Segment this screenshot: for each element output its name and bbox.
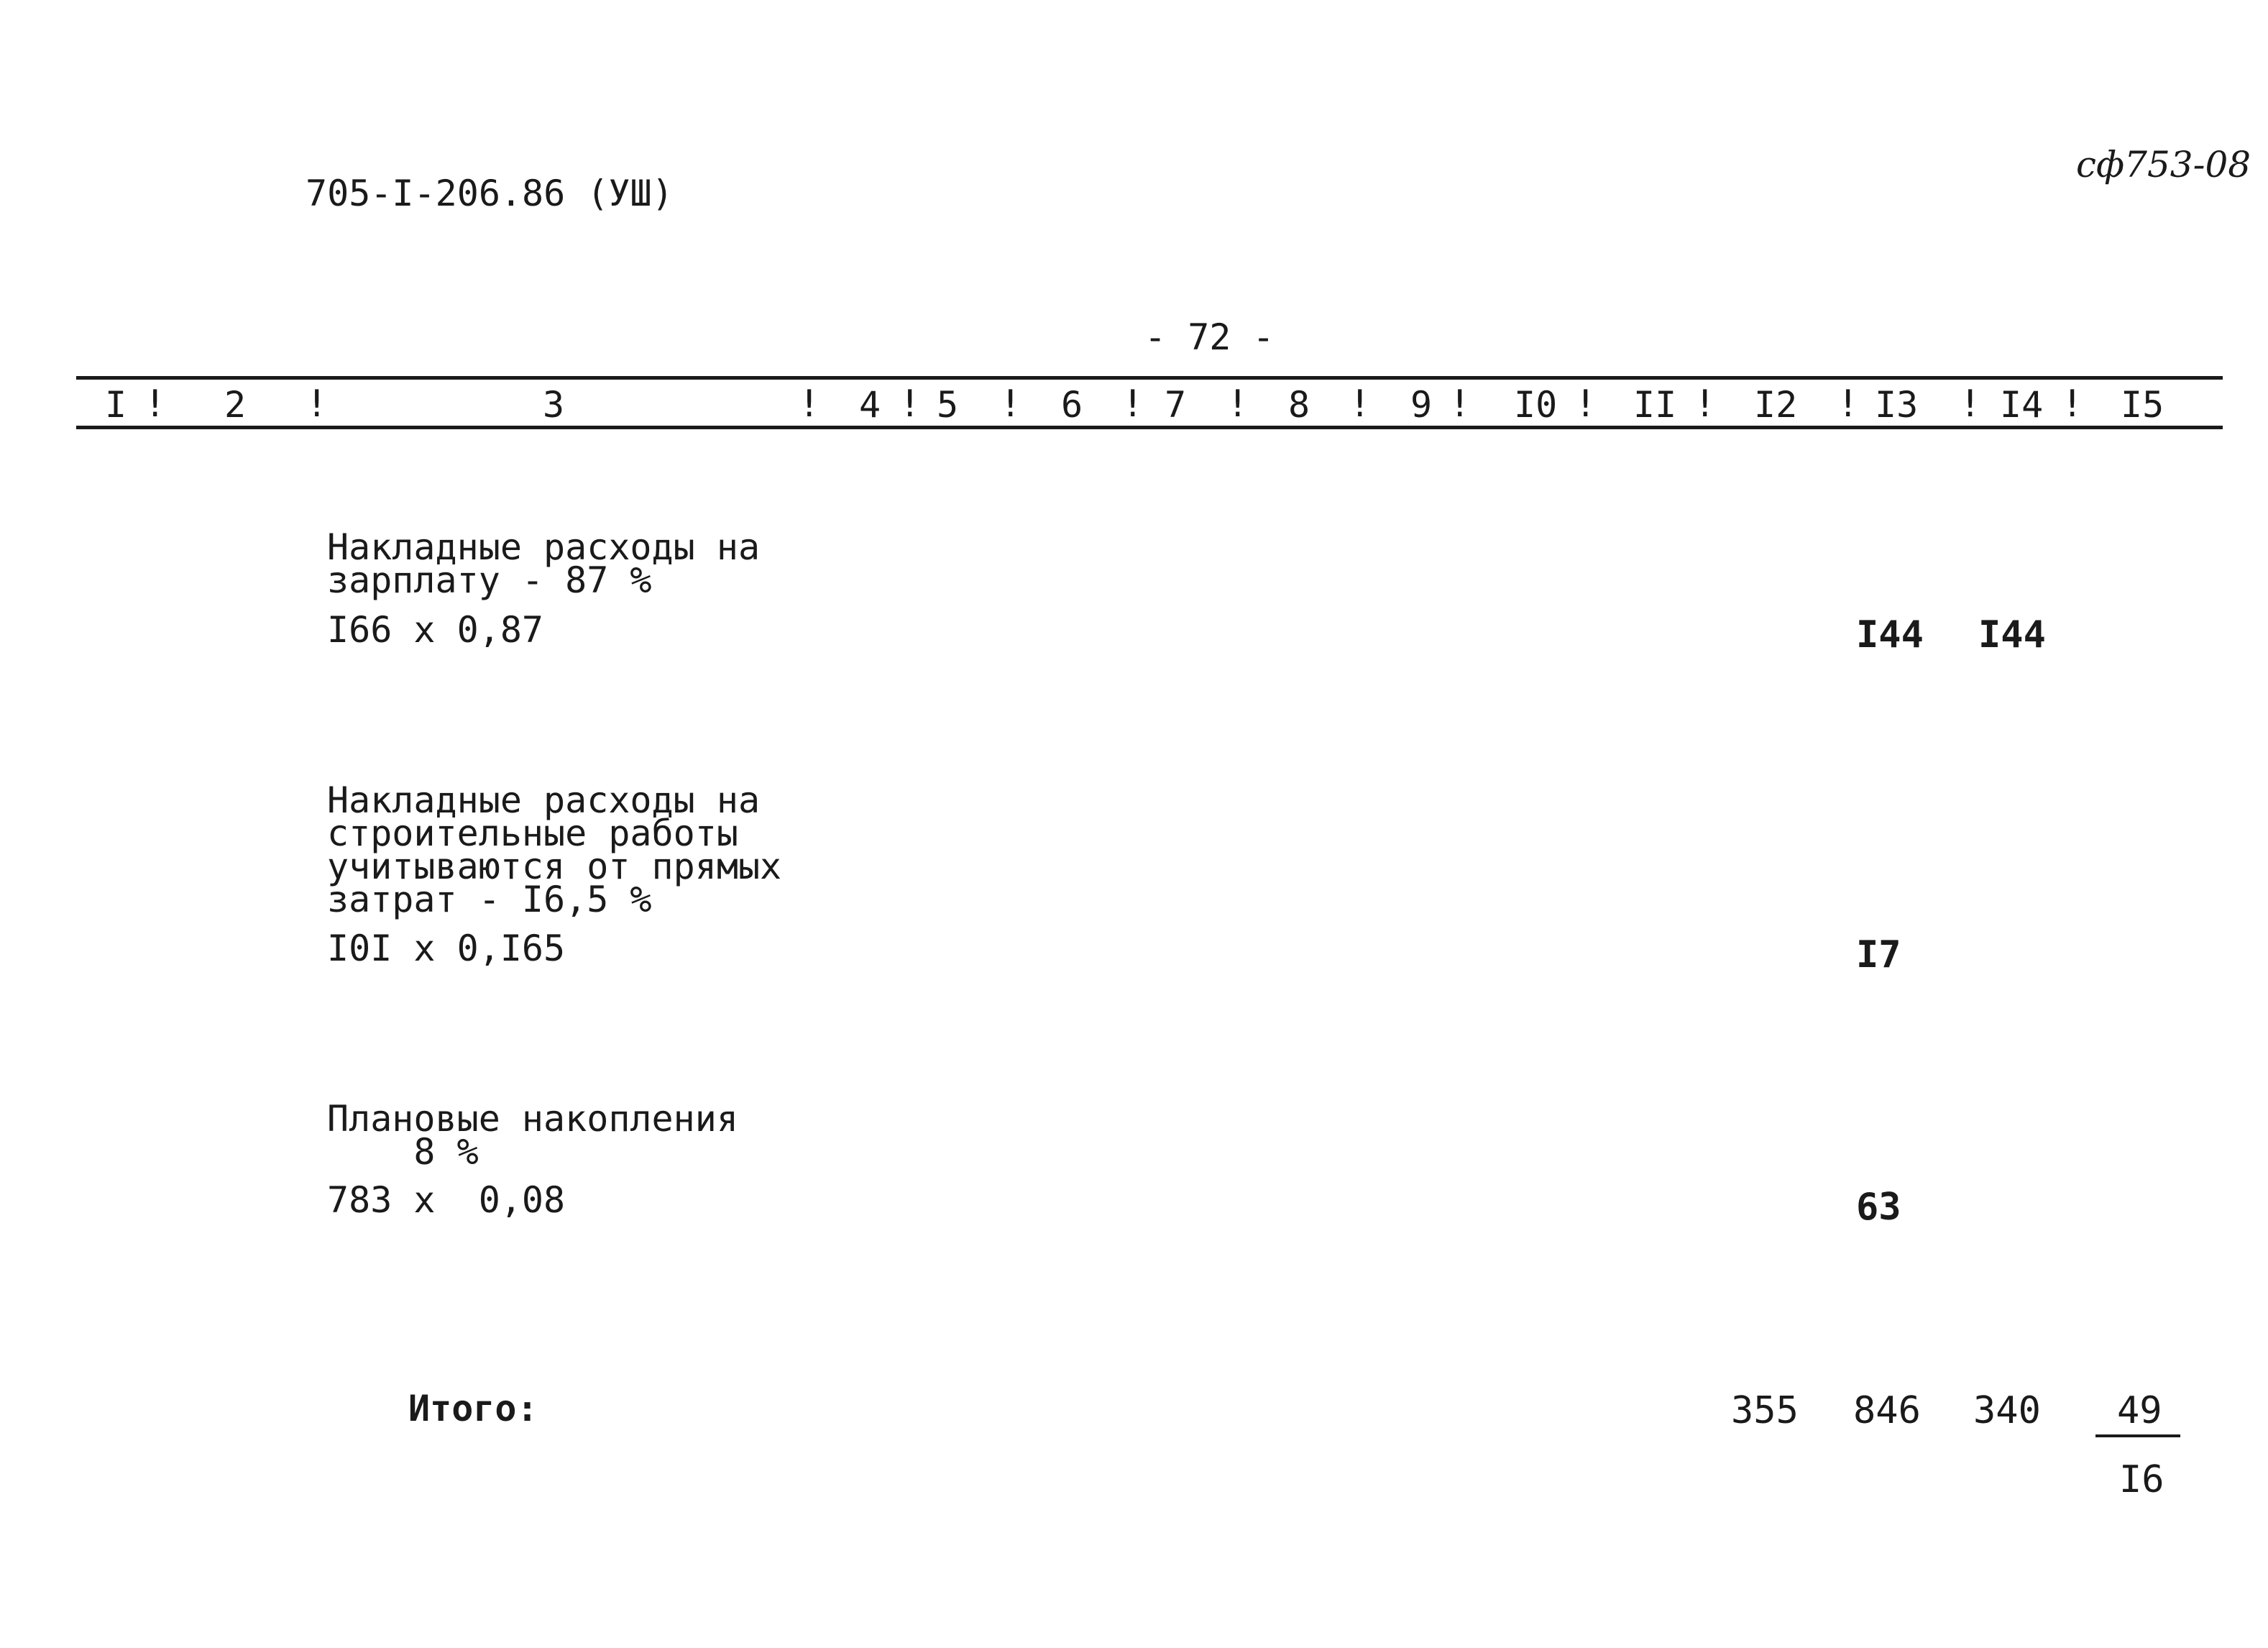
total-col15-fraction-bar	[2095, 1434, 2180, 1437]
column-separator: !	[1449, 383, 1472, 426]
column-header-6: 6	[1061, 384, 1083, 426]
column-separator: !	[144, 383, 167, 426]
column-separator: !	[1226, 383, 1249, 426]
total-col13-value: 846	[1853, 1389, 1921, 1432]
total-col15-numerator: 49	[2117, 1389, 2162, 1432]
page-number: - 72 -	[1144, 316, 1275, 358]
column-separator: !	[1349, 383, 1372, 426]
column-header-2: 2	[224, 384, 247, 426]
row-2-description: Накладные расходы на строительные работы учитываются от прямых затрат - I6,5 %	[327, 779, 782, 920]
document-code: 705-I-206.86 (УШ)	[306, 173, 674, 214]
column-header-8: 8	[1288, 384, 1310, 426]
total-col12-value: 355	[1731, 1389, 1799, 1432]
row-1-formula: I66 x 0,87	[327, 609, 544, 651]
row-3-col13-value: 63	[1856, 1186, 1901, 1229]
column-header-1: I	[105, 384, 127, 426]
total-col14-value: 340	[1973, 1389, 2041, 1432]
column-separator: !	[999, 383, 1022, 426]
archive-stamp: сф753-08	[2076, 144, 2251, 186]
column-separator: !	[1694, 383, 1717, 426]
column-separator: !	[1959, 383, 1982, 426]
row-3-description: Плановые накопления 8 %	[327, 1098, 738, 1173]
row-1-col13-value: I44	[1856, 613, 1924, 656]
total-col15-denominator: I6	[2119, 1458, 2164, 1501]
row-2-col13-value: I7	[1856, 933, 1901, 976]
column-header-14: I4	[2000, 384, 2044, 426]
column-header-5: 5	[937, 384, 959, 426]
column-separator: !	[1574, 383, 1597, 426]
row-1-col14-value: I44	[1978, 613, 2046, 656]
column-header-9: 9	[1410, 384, 1433, 426]
column-header-3: 3	[543, 384, 565, 426]
column-header-12: I2	[1754, 384, 1798, 426]
column-separator: !	[2061, 383, 2084, 426]
table-header-top-rule	[76, 376, 2223, 380]
column-header-11: II	[1633, 384, 1677, 426]
row-3-formula: 783 x 0,08	[327, 1179, 566, 1221]
column-header-15: I5	[2121, 384, 2164, 426]
column-header-13: I3	[1875, 384, 1919, 426]
row-2-formula: I0I x 0,I65	[327, 928, 566, 969]
column-separator: !	[899, 383, 922, 426]
column-separator: !	[306, 383, 329, 426]
column-separator: !	[798, 383, 821, 426]
total-label: Итого:	[408, 1388, 538, 1429]
column-header-7: 7	[1165, 384, 1187, 426]
column-header-10: I0	[1514, 384, 1558, 426]
row-1-description: Накладные расходы на зарплату - 87 %	[327, 526, 761, 601]
table-header-bottom-rule	[76, 426, 2223, 429]
column-separator: !	[1121, 383, 1144, 426]
column-separator: !	[1837, 383, 1860, 426]
column-header-4: 4	[859, 384, 881, 426]
